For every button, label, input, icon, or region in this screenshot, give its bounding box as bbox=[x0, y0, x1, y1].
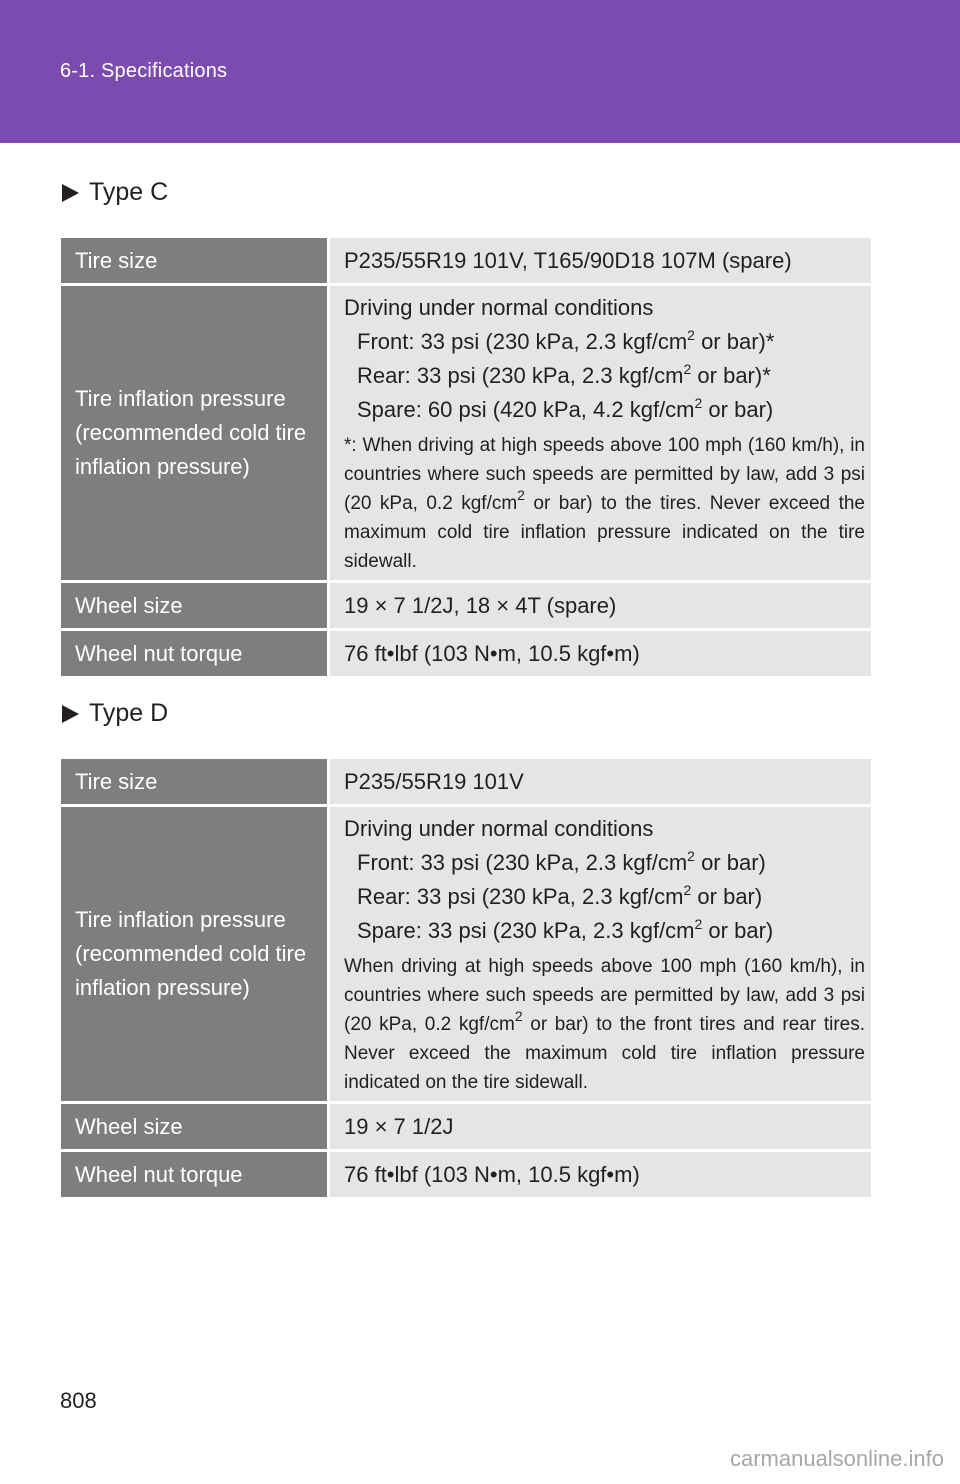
pressure-note: *: When driving at high speeds above 100 mph (160 km/h), in countries where such speeds are permitted by law, add 3 psi (20 kPa, 0.2 kgf/$cm^2$ or bar) to the tires. Never exceed the maximum cold tire inflation pressure indicated on the tire sidewall. bbox=[344, 434, 865, 572]
triangle-bullet-icon bbox=[62, 705, 79, 723]
row-value: 76 ft•lbf (103 N•m, 10.5 kgf•m) bbox=[330, 1152, 871, 1197]
row-label: Tire size bbox=[61, 759, 330, 804]
table-row bbox=[61, 1152, 871, 1200]
row-value: P235/55R19 101V, T165/90D18 107M (spare) bbox=[330, 238, 871, 283]
row-label: Wheel nut torque bbox=[61, 1152, 330, 1197]
row-label: Wheel size bbox=[61, 583, 330, 628]
row-label bbox=[61, 286, 330, 580]
spare-pressure: Spare: 33 psi (230 kPa, 2.3 kgf/$cm^2$ or bar) bbox=[357, 915, 774, 943]
row-value: 19 × 7 1/2J, 18 × 4T (spare) bbox=[330, 583, 871, 628]
label-line: inflation pressure) bbox=[75, 454, 250, 479]
rear-pressure: Rear: 33 psi (230 kPa, 2.3 kgf/$cm^2$ or bar) bbox=[357, 881, 763, 909]
type-c-spec-table bbox=[61, 238, 871, 679]
table-row bbox=[61, 631, 871, 679]
row-label: Wheel size bbox=[61, 1104, 330, 1149]
row-value: 19 × 7 1/2J bbox=[330, 1104, 871, 1149]
table-row bbox=[61, 1104, 871, 1152]
pressure-note: When driving at high speeds above 100 mph (160 km/h), in countries where such speeds are permitted by law, add 3 psi (20 kPa, 0.2 kgf/$cm^2$ or bar) to the front tires and rear tires. Never exceed the maximum cold tire inflation pressure indicated on the tire sidewall. bbox=[344, 955, 865, 1093]
rear-pressure: Rear: 33 psi (230 kPa, 2.3 kgf/$cm^2$ or bar)* bbox=[357, 360, 771, 388]
table-row bbox=[61, 759, 871, 807]
watermark-text: carmanualsonline.info bbox=[729, 1446, 944, 1471]
row-value: P235/55R19 101V bbox=[330, 759, 871, 804]
row-label: Tire size bbox=[61, 238, 330, 283]
spare-pressure: Spare: 60 psi (420 kPa, 4.2 kgf/$cm^2$ or bar) bbox=[357, 394, 774, 422]
row-label: Wheel nut torque bbox=[61, 631, 330, 676]
label-line: inflation pressure) bbox=[75, 975, 250, 1000]
type-d-heading-text: Type D bbox=[89, 699, 169, 727]
front-pressure: Front: 33 psi (230 kPa, 2.3 kgf/$cm^2$ or bar) bbox=[357, 847, 766, 875]
page-header bbox=[0, 0, 960, 143]
pressure-intro: Driving under normal conditions bbox=[344, 815, 654, 841]
triangle-bullet-icon bbox=[62, 184, 79, 202]
table-row bbox=[61, 238, 871, 286]
type-d-spec-table bbox=[61, 759, 871, 1200]
row-value: 76 ft•lbf (103 N•m, 10.5 kgf•m) bbox=[330, 631, 871, 676]
label-line: Tire inflation pressure bbox=[75, 386, 286, 411]
row-label bbox=[61, 807, 330, 1101]
row-value bbox=[330, 286, 871, 580]
type-c-heading-text: Type C bbox=[89, 178, 169, 206]
type-d-heading bbox=[62, 699, 168, 728]
page-number: 808 bbox=[60, 1388, 97, 1413]
table-row bbox=[61, 807, 871, 1104]
front-pressure: Front: 33 psi (230 kPa, 2.3 kgf/$cm^2$ or bar)* bbox=[357, 326, 775, 354]
label-line: (recommended cold tire bbox=[75, 420, 307, 445]
label-line: (recommended cold tire bbox=[75, 941, 307, 966]
row-value bbox=[330, 807, 871, 1101]
table-row bbox=[61, 583, 871, 631]
section-title: 6-1. Specifications bbox=[60, 60, 228, 82]
table-row bbox=[61, 286, 871, 583]
pressure-intro: Driving under normal conditions bbox=[344, 294, 654, 320]
type-c-heading bbox=[62, 178, 168, 207]
label-line: Tire inflation pressure bbox=[75, 907, 286, 932]
